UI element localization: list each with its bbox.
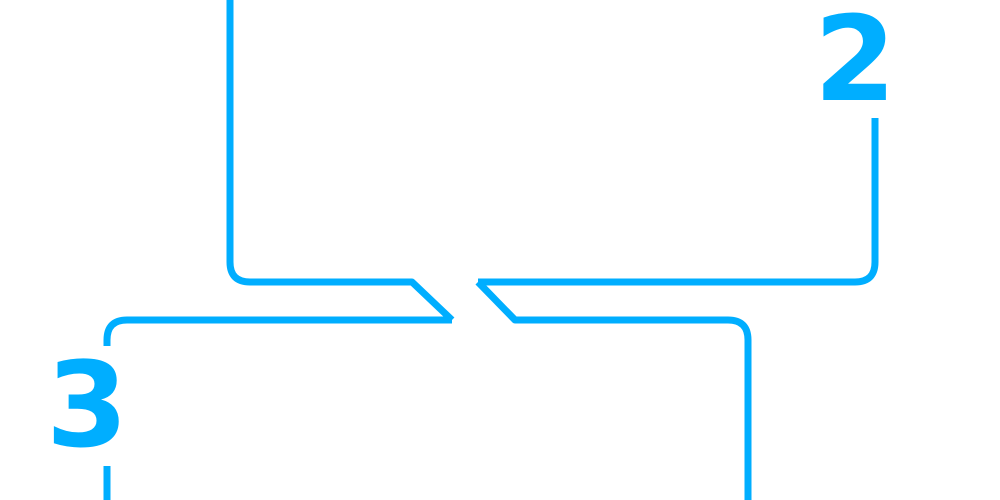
step-3-frame [107,282,748,500]
step-3-number: 3 [46,336,127,474]
step-2-frame [230,0,875,320]
step-2-number: 2 [814,0,895,128]
